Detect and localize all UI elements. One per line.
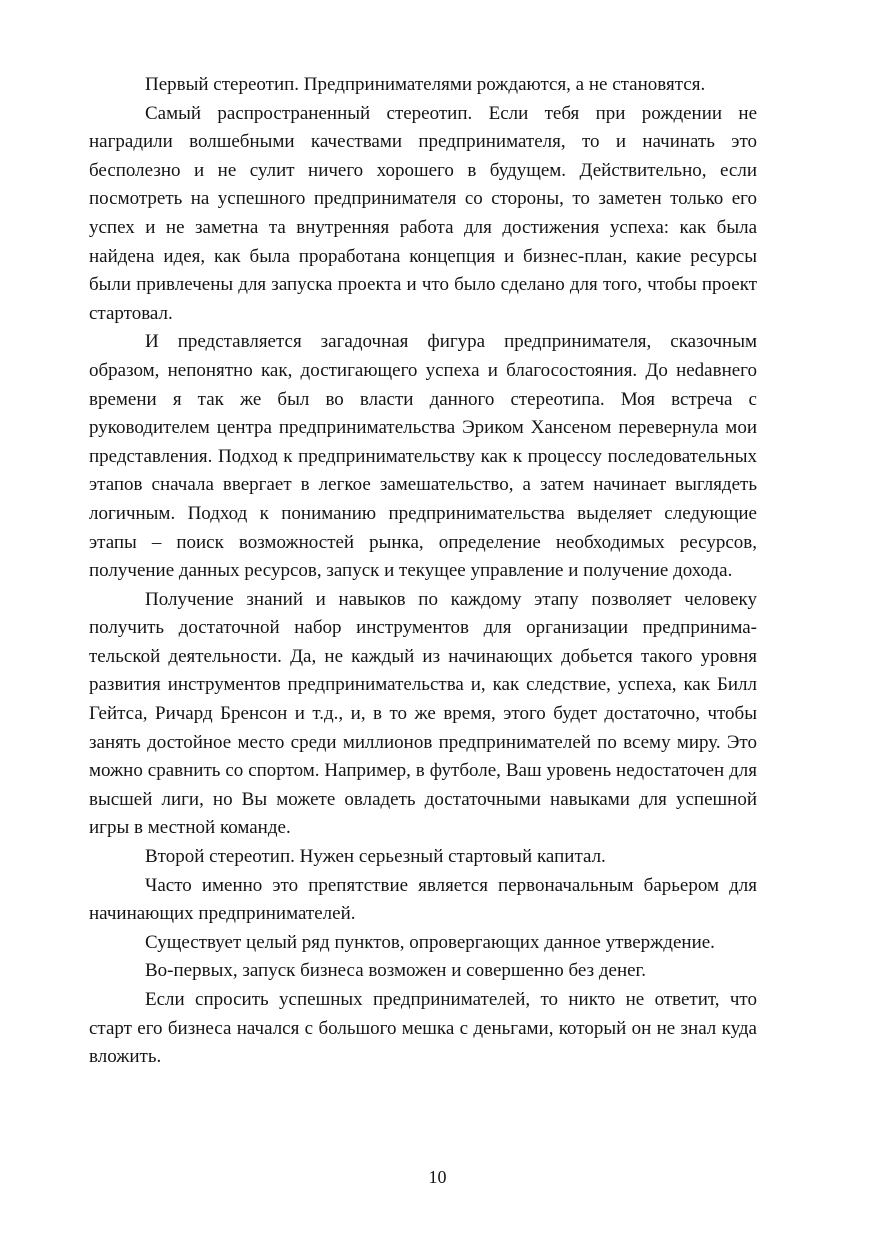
page-number: 10	[428, 1167, 447, 1187]
document-body	[89, 71, 757, 1072]
paragraph-first-stereotype-description: Самый распространенный стереотип. Если тебя при рождении не наградили волшебными качествами предпринимателя, то и начинать это бесполезно и не сулит ничего хорошего в будущем. Действительно, если посмотреть на успешного предпринимателя со стороны, то заметен только его успех и не заметна та внутренняя работа для достижения успеха: как была найдена идея, как была проработана концепция и бизнес-план, какие ресурсы были привлечены для запуска проекта и что было сделано для того, чтобы проект стартовал.	[89, 102, 757, 324]
paragraph-mysterious-figure: И представляется загадочная фигура предпринимателя, сказочным образом, непонятно как, достигающего успеха и благосостояния. До неdавнего времени я так же был во власти данного стереотипа. Моя встреча с руководителем центра предпринимательства Эриком Хансеном перевернула мои представления. Подход к предпринимательству как к процессу последовательных этапов сначала ввергает в легкое замешательство, а затем начинает выглядеть логичным. Подход к пониманию предпринимательства выделяет следующие этапы – поиск возможностей рынка, определение необходимых ресурсов, получение данных ресурсов, запуск и текущее управление и получение дохода.	[89, 331, 757, 582]
paragraph-skills-and-tools: Получение знаний и навыков по каждому этапу позволяет человеку получить достаточной набор инструментов для организации предпринимательской деятельности. Да, не каждый из начинающих добьется такого уровня развития инструментов предпринимательства и, как следствие, успеха, как Билл Гейтса, Ричард Бренсон и т.д., и, в то же время, этого будет достаточно, чтобы занять достойное место среди миллионов предпринимателей по всему миру. Это можно сравнить со спортом. Например, в футболе, Ваш уровень недостаточен для высшей лиги, но Вы можете овладеть достаточными навыками для успешной игры в местной команде.	[89, 588, 757, 839]
paragraph-first-stereotype-heading: Первый стереотип. Предпринимателями рождаются, а не становятся.	[145, 74, 706, 95]
paragraph-refuting-points: Существует целый ряд пунктов, опровергающих данное утверждение.	[145, 931, 715, 953]
paragraph-first-point: Во-первых, запуск бизнеса возможен и совершенно без денег.	[145, 960, 646, 982]
paragraph-second-stereotype-heading: Второй стереотип. Нужен серьезный стартовый капитал.	[145, 846, 606, 868]
paragraph-successful-entrepreneurs: Если спросить успешных предпринимателей, то никто не ответит, что старт его бизнеса начался с большого мешка с деньгами, который он не знал куда вложить.	[89, 989, 757, 1068]
paragraph-barrier: Часто именно это препятствие является первоначальным барьером для начинающих предпринимателей.	[89, 874, 757, 925]
